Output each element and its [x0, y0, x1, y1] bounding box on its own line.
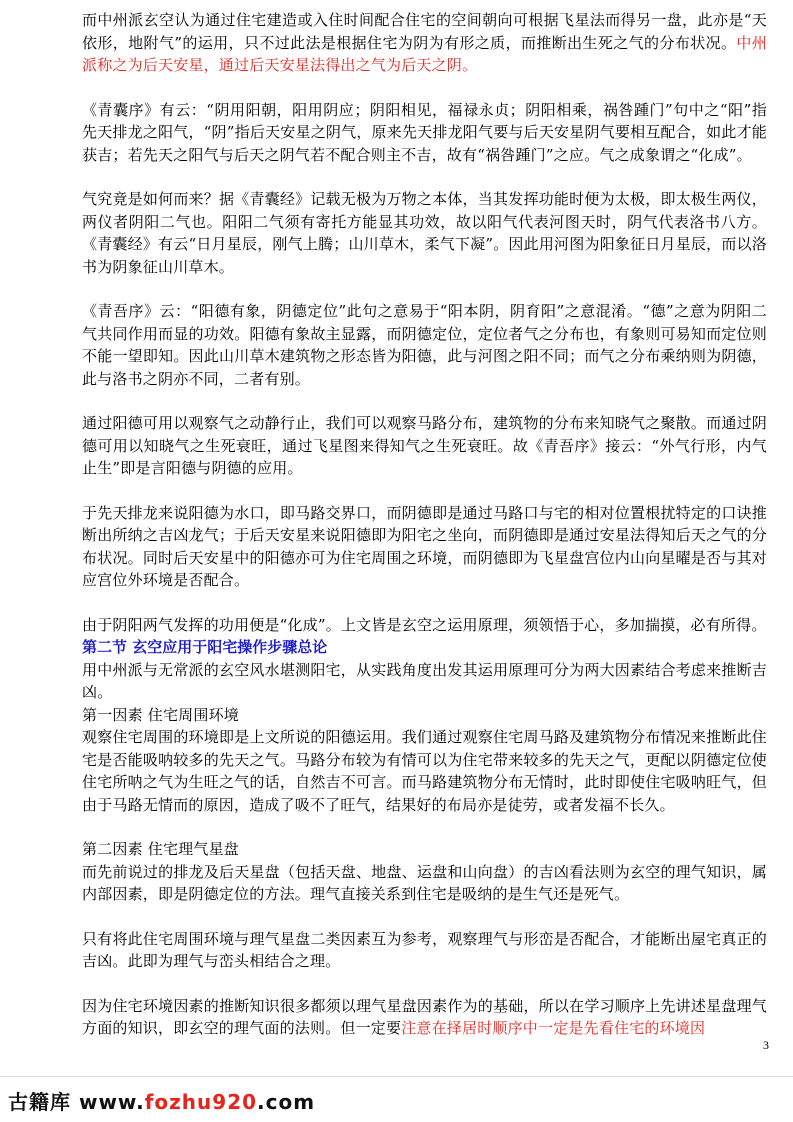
paragraph-text: 于先天排龙来说阳德为水口，即马路交界口，而阴德即是通过马路口与宅的相对位置根扰特定的口诀推断出所纳之吉凶龙气；于后天安星来说阳德即为阳宅之坐向，而阴德即是通过安星法得知后天之气的分布状况。同时后天安星中的阳德亦可为住宅周围之环境，而阴德即为飞星盘宫位内山向星曜是否与其对应宫位外环境是否配合。 [82, 503, 767, 589]
paragraph-text: 气究竟是如何而来？据《青囊经》记载无极为万物之本体，当其发挥功能时便为太极，即太极生两仪，两仪者阴阳二气也。阳阳二气须有寄托方能显其功效，故以阳气代表河图天时，阴气代表洛书八方。《青囊经》有云“日月星辰，刚气上腾；山川草木，柔气下凝”。因此用河图为阳象征日月星辰，而以洛书为阴象征山川草木。 [82, 190, 767, 276]
paragraph-text: 而中州派玄空认为通过住宅建造或入住时间配合住宅的空间朝向可根据飞星法而得另一盘，此亦是“天依形，地附气”的运用，只不过此法是根据住宅为阴为有形之质，而推断出生死之气的分布状况。 [82, 11, 767, 52]
last-paragraph-highlight: 注意在择居时顺序中一定是先看住宅的环境因 [401, 1019, 706, 1037]
paragraph [82, 188, 767, 278]
footer-divider [0, 1076, 793, 1077]
document-body [82, 9, 767, 1040]
site-logo[interactable] [8, 1086, 315, 1115]
section-intro: 用中州派与无常派的玄空风水堪测阳宅，从实践角度出发其运用原理可分为两大因素结合考虑来推断吉凶。 [82, 660, 767, 701]
last-paragraph-text: 因为住宅环境因素的推断知识很多都须以理气星盘因素作为的基础，所以在学习顺序上先讲述星盘理气方面的知识，即玄空的理气面的法则。但一定要 [82, 996, 767, 1037]
paragraph [82, 99, 767, 167]
page-number: 3 [763, 1038, 769, 1052]
factor1-text: 观察住宅周围的环境即是上文所说的阳德运用。我们通过观察住宅周马路及建筑物分布情况来推断此住宅是否能吸呐较多的先天之气。马路分布较为有情可以为住宅带来较多的先天之气，更配以阴德定位使住宅所呐之气为生旺之气的话，自然吉不可言。而马路建筑物分布无情时，此时即使住宅吸呐旺气，但由于马路无情而的原因，造成了吸不了旺气，结果好的布局亦是徒劳，或者发福不长久。 [82, 728, 767, 814]
paragraph [82, 502, 767, 592]
paragraph-text: 通过阳德可用以观察气之动静行止，我们可以观察马路分布，建筑物的分布来知晓气之聚散。而通过阴德可用以知晓气之生死衰旺，通过飞星图来得知气之生死衰旺。故《青吾序》接云：“外气行形，内气止生”即是言阳德与阴德的应用。 [82, 414, 767, 477]
logo-accent: fozhu920 [144, 1090, 258, 1114]
paragraph-text: 《青囊序》有云：“阴用阳朝，阳用阴应；阴阳相见，福禄永贞；阴阳相乘，祸咎踵门”句中之“阳”指先天排龙之阳气，“阴”指后天安星之阴气，原来先天排龙阳气要与后天安星阴气要相互配合，如此才能获吉；若先天之阳气与后天之阴气若不配合则主不吉，故有“祸咎踵门”之应。气之成象谓之“化成”。 [82, 100, 767, 164]
logo-prefix: 古籍库 www. [8, 1090, 145, 1114]
highlighted-text: 中州派称之为后天安星，通过后天安星法得出之气为后天之阴。 [82, 33, 767, 74]
paragraph-text: 由于阴阳两气发挥的功用便是“化成”。上文皆是玄空之运用原理，须领悟于心，多加揣摸，必有所得。 [82, 615, 767, 634]
paragraph [82, 9, 767, 77]
factor1-title: 第一因素 住宅周围环境 [82, 705, 239, 724]
footer-bar [0, 1076, 793, 1122]
paragraph [82, 300, 767, 390]
paragraph-text: 《青吾序》云：“阳德有象，阴德定位”此句之意易于“阳本阴，阴育阳”之意混淆。“德”之意为阴阳二气共同作用而显的功效。阳德有象故主显露，而阴德定位，定位者气之分布也，有象则可易知而定位则不能一望即知。因此山川草木建筑物之形态皆为阳德，此与河图之阳不同；而气之分布乘纳则为阴德，此与洛书之阴亦不同，二者有别。 [82, 302, 767, 388]
factor2-title: 第二因素 住宅理气星盘 [82, 840, 239, 858]
paragraph [82, 412, 767, 480]
section-heading: 第二节 玄空应用于阳宅操作步骤总论 [82, 638, 328, 656]
logo-suffix: .com [257, 1090, 316, 1114]
last-paragraph [82, 995, 767, 1040]
paragraph-list [82, 9, 767, 636]
combine-paragraph: 只有将此住宅周围环境与理气星盘二类因素互为参考，观察理气与形峦是否配合，才能断出屋宅真正的吉凶。此即为理气与峦头相结合之理。 [82, 929, 767, 970]
factor2-text: 而先前说过的排龙及后天星盘（包括天盘、地盘、运盘和山向盘）的吉凶看法则为玄空的理气知识，属内部因素，即是阴德定位的方法。理气直接关系到住宅是吸纳的是生气还是死气。 [82, 862, 767, 903]
paragraph [82, 614, 767, 637]
